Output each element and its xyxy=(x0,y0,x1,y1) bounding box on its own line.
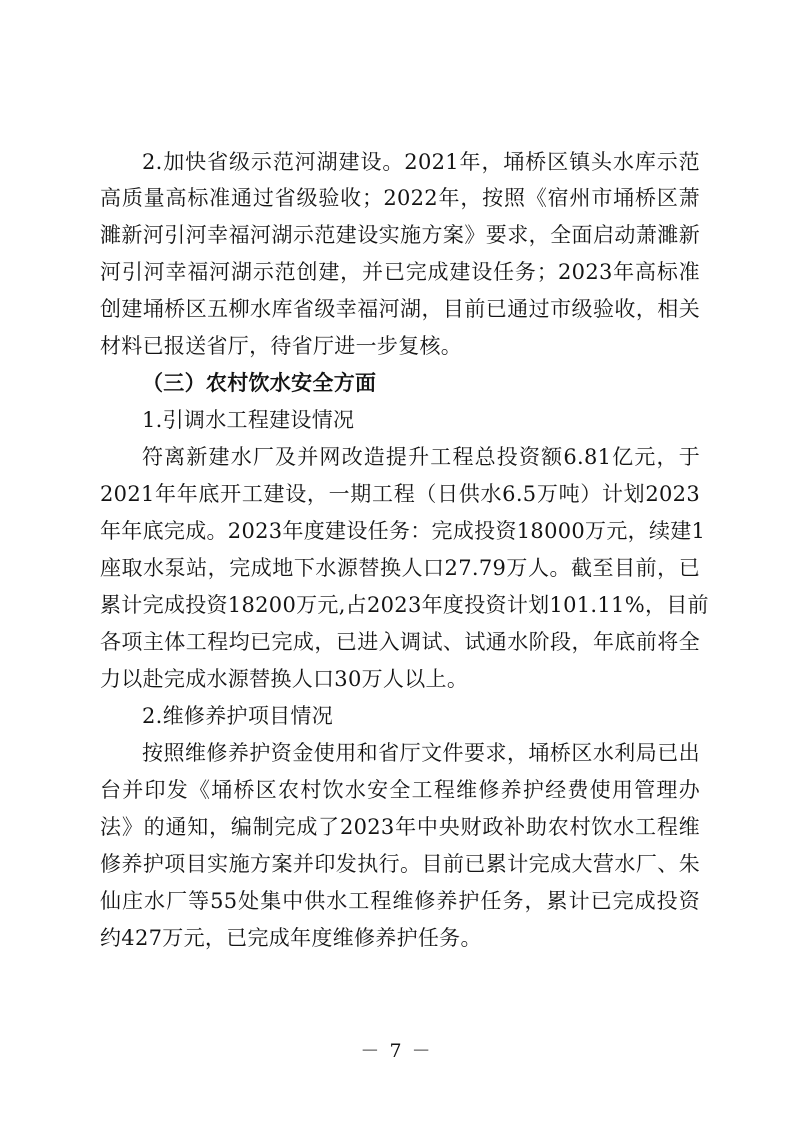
paragraph-line: 年年底完成。2023年度建设任务：完成投资18000万元，续建1 xyxy=(100,519,706,543)
paragraph-line: 按照维修养护资金使用和省厅文件要求，埇桥区水利局已出 xyxy=(142,741,700,765)
paragraph-line: 修养护项目实施方案并印发执行。目前已累计完成大营水厂、朱 xyxy=(100,852,700,876)
paragraph-line: 高质量高标准通过省级验收；2022年，按照《宿州市埇桥区萧 xyxy=(100,186,700,210)
paragraph-line: 力以赴完成水源替换人口30万人以上。 xyxy=(100,667,469,691)
paragraph-line: 法》的通知，编制完成了2023年中央财政补助农村饮水工程维 xyxy=(100,815,700,839)
section-heading: （三）农村饮水安全方面 xyxy=(142,370,377,395)
subheading-maintenance: 2.维修养护项目情况 xyxy=(142,704,334,728)
paragraph-line: 2.加快省级示范河湖建设。2021年，埇桥区镇头水库示范 xyxy=(142,150,700,174)
page-number: － 7 － xyxy=(360,1040,433,1062)
paragraph-line: 河引河幸福河湖示范创建，并已完成建设任务；2023年高标准 xyxy=(100,260,700,284)
paragraph-line: 材料已报送省厅，待省厅进一步复核。 xyxy=(100,334,463,358)
subheading-water-diversion: 1.引调水工程建设情况 xyxy=(142,408,355,432)
paragraph-line: 累计完成投资18200万元,占2023年度投资计划101.11%，目前 xyxy=(100,593,709,617)
paragraph-line: 座取水泵站，完成地下水源替换人口27.79万人。截至目前，已 xyxy=(100,556,700,580)
paragraph-line: 创建埇桥区五柳水库省级幸福河湖，目前已通过市级验收，相关 xyxy=(100,297,700,321)
paragraph-line: 各项主体工程均已完成，已进入调试、试通水阶段，年底前将全 xyxy=(100,630,700,654)
paragraph-line: 仙庄水厂等55处集中供水工程维修养护任务，累计已完成投资 xyxy=(100,889,700,913)
paragraph-line: 濉新河引河幸福河湖示范建设实施方案》要求，全面启动萧濉新 xyxy=(100,223,700,247)
paragraph-line: 符离新建水厂及并网改造提升工程总投资额6.81亿元，于 xyxy=(142,445,700,469)
paragraph-line: 2021年年底开工建设，一期工程（日供水6.5万吨）计划2023 xyxy=(100,482,700,506)
paragraph-line: 约427万元，已完成年度维修养护任务。 xyxy=(100,926,482,950)
paragraph-line: 台并印发《埇桥区农村饮水安全工程维修养护经费使用管理办 xyxy=(100,778,700,802)
